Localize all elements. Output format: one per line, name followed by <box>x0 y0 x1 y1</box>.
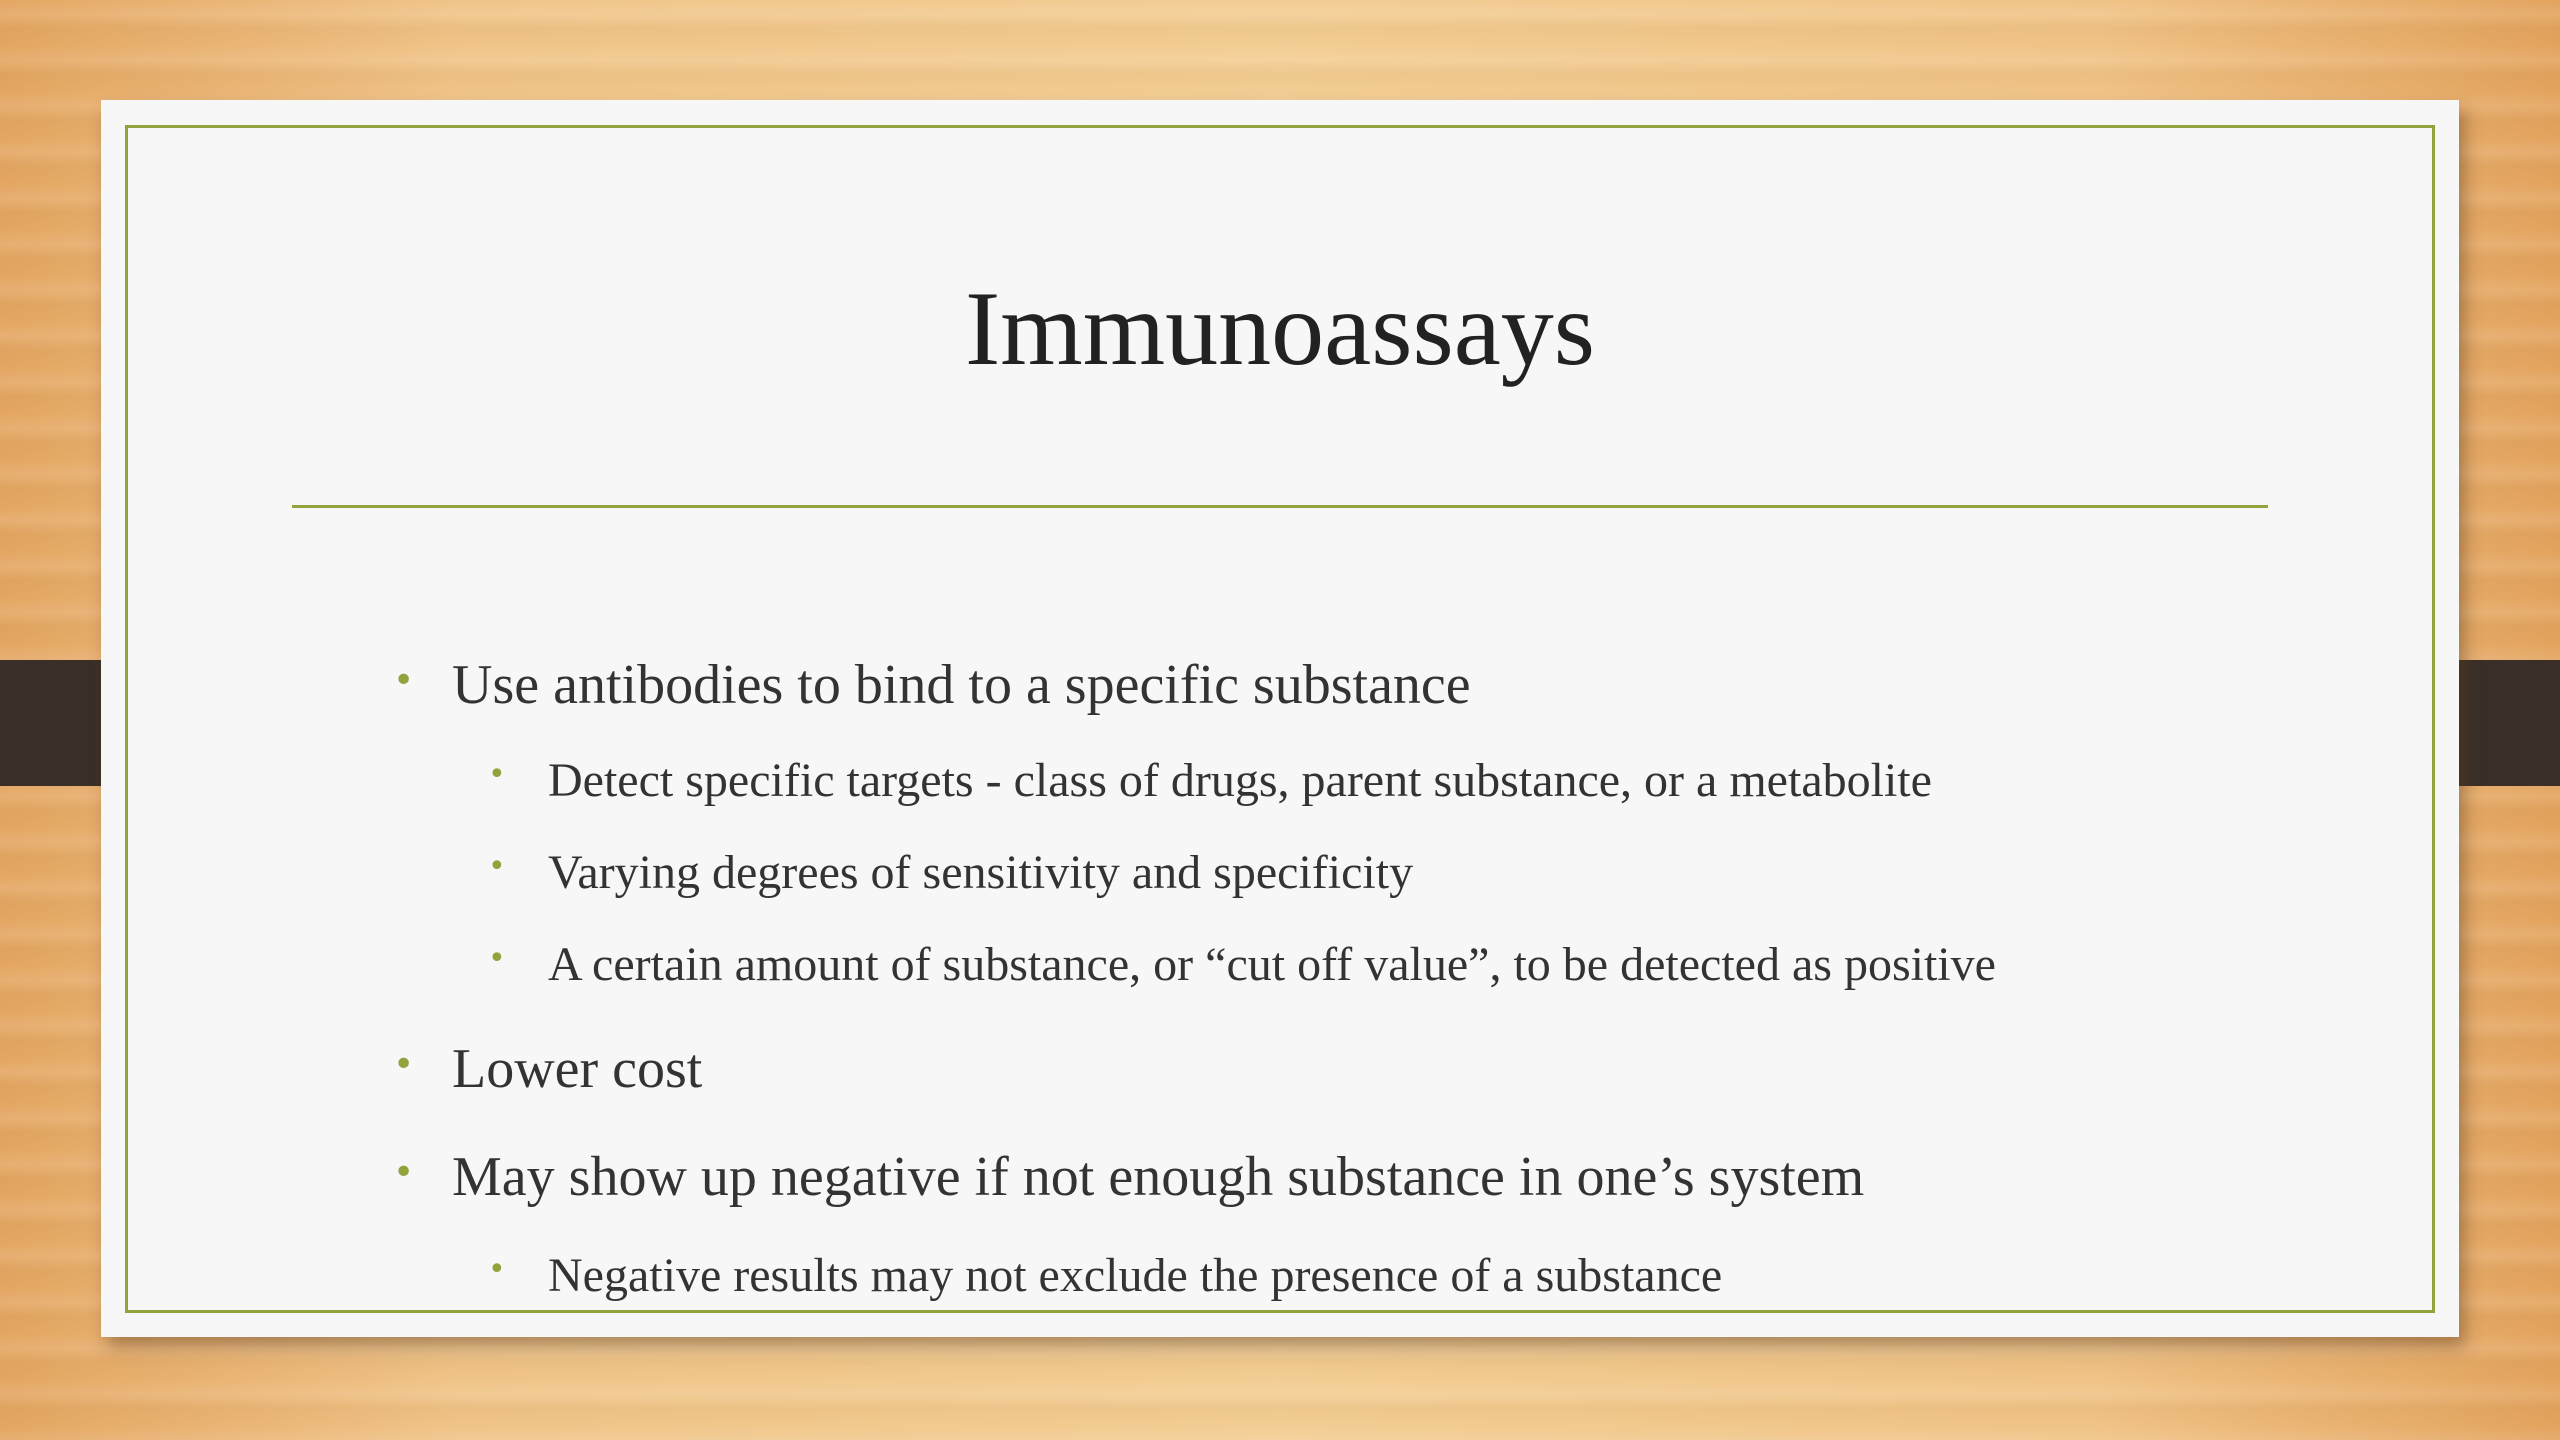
bullet-dot-icon: • <box>393 1152 415 1193</box>
bullet-dot-icon: • <box>488 757 506 792</box>
bullet-dot-icon: • <box>393 1044 415 1085</box>
sub-bullet-item <box>291 938 2291 991</box>
slide <box>101 100 2459 1337</box>
sub-bullet-text: Varying degrees of sensitivity and specificity <box>548 846 1414 899</box>
bullet-text: Use antibodies to bind to a specific substance <box>452 654 1471 716</box>
bullet-item <box>291 1038 2291 1100</box>
bullet-list <box>291 540 2291 1300</box>
sub-bullet-text: A certain amount of substance, or “cut off value”, to be detected as positive <box>548 938 1996 991</box>
sub-bullet-text: Detect specific targets - class of drugs, parent substance, or a metabolite <box>548 754 1932 807</box>
bullet-item <box>291 654 2291 716</box>
bullet-text: May show up negative if not enough substance in one’s system <box>452 1146 1865 1208</box>
sub-bullet-item <box>291 846 2291 899</box>
slide-title: Immunoassays <box>964 270 1596 387</box>
sub-bullet-text: Negative results may not exclude the presence of a substance <box>548 1249 1723 1302</box>
sub-bullet-item <box>291 754 2291 807</box>
bullet-dot-icon: • <box>488 849 506 884</box>
sub-bullet-item <box>291 1249 2291 1302</box>
title-divider <box>292 505 2268 508</box>
bullet-text: Lower cost <box>452 1038 703 1100</box>
bullet-dot-icon: • <box>488 1252 506 1287</box>
bullet-dot-icon: • <box>393 660 415 701</box>
bullet-item <box>291 1146 2291 1208</box>
bullet-dot-icon: • <box>488 941 506 976</box>
